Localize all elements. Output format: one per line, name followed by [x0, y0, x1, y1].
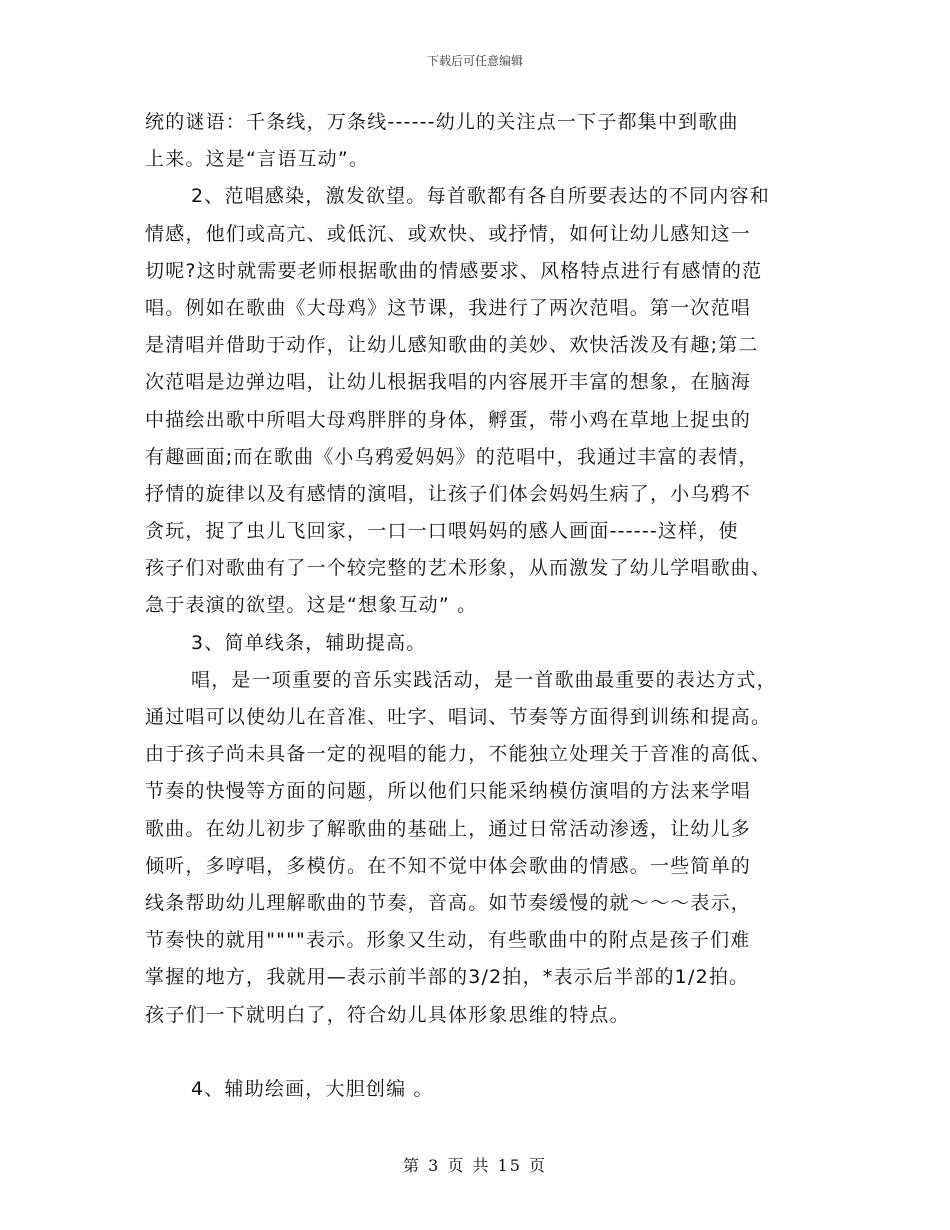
- text-line: 统的谜语：千条线，万条线------幼儿的关注点一下子都集中到歌曲: [145, 111, 739, 133]
- blank-line: [145, 1034, 810, 1071]
- text-line: 孩子们一下就明白了，符合幼儿具体形象思维的特点。: [145, 1003, 630, 1026]
- text-line: 通过唱可以使幼儿在音准、吐字、唱词、节奏等方面得到训练和提高。: [145, 706, 772, 728]
- text-line: 中描绘出歌中所唱大母鸡胖胖的身体，孵蛋，带小鸡在草地上捉虫的: [145, 408, 752, 431]
- text-line: 是清唱并借助于动作，让幼儿感知歌曲的美妙、欢快活泼及有趣;第二: [145, 334, 759, 357]
- text-line: 4、辅助绘画，大胆创编 。: [191, 1077, 434, 1100]
- text-line: 孩子们对歌曲有了一个较完整的艺术形象，从而激发了幼儿学唱歌曲、: [145, 557, 772, 580]
- text-line: 急于表演的欲望。这是“想象互动” 。: [145, 594, 478, 617]
- text-line: 切呢?这时就需要老师根据歌曲的情感要求、风格特点进行有感情的范: [145, 259, 763, 282]
- text-line: 情感，他们或高亢、或低沉、或欢快、或抒情，如何让幼儿感知这一: [145, 222, 752, 245]
- text-line: 节奏的快慢等方面的问题，所以他们只能采纳模仿演唱的方法来学唱: [145, 780, 752, 803]
- text-line: 歌曲。在幼儿初步了解歌曲的基础上，通过日常活动渗透，让幼儿多: [145, 817, 752, 840]
- text-line: 唱，是一项重要的音乐实践活动，是一首歌曲最重要的表达方式，: [191, 668, 777, 691]
- text-line: 唱。例如在歌曲《大母鸡》这节课，我进行了两次范唱。第一次范唱: [145, 296, 752, 319]
- text-line: 次范唱是边弹边唱，让幼儿根据我唱的内容展开丰富的想象，在脑海: [145, 371, 752, 394]
- text-line: 2、范唱感染，激发欲望。每首歌都有各自所要表达的不同内容和: [191, 185, 770, 208]
- text-line: 掌握的地方，我就用—表示前半部的3/2拍，*表示后半部的1/2拍。: [145, 966, 750, 989]
- text-line: 倾听，多哼唱，多模仿。在不知不觉中体会歌曲的情感。一些简单的: [145, 854, 752, 877]
- text-line: 抒情的旋律以及有感情的演唱，让孩子们体会妈妈生病了，小乌鸦不: [145, 482, 752, 505]
- text-line: 由于孩子尚未具备一定的视唱的能力，不能独立处理关于音准的高低、: [145, 743, 772, 766]
- text-line: 贪玩，捉了虫儿飞回家，一口一口喂妈妈的感人画面------这样，使: [145, 520, 739, 543]
- page-header: 下载后可任意编辑: [426, 54, 523, 68]
- text-line: 上来。这是“言语互动”。: [145, 148, 370, 171]
- text-line: 线条帮助幼儿理解歌曲的节奏，音高。如节奏缓慢的就～～～表示，: [145, 891, 752, 914]
- page-footer: 第 3 页 共 15 页: [403, 1156, 547, 1175]
- text-line: 3、简单线条，辅助提高。: [191, 631, 427, 654]
- text-line: 有趣画面;而在歌曲《小乌鸦爱妈妈》的范唱中，我通过丰富的表情，: [145, 445, 759, 468]
- body-text: [145, 104, 810, 1108]
- text-line: 节奏快的就用""""表示。形象又生动，有些歌曲中的附点是孩子们难: [145, 929, 751, 952]
